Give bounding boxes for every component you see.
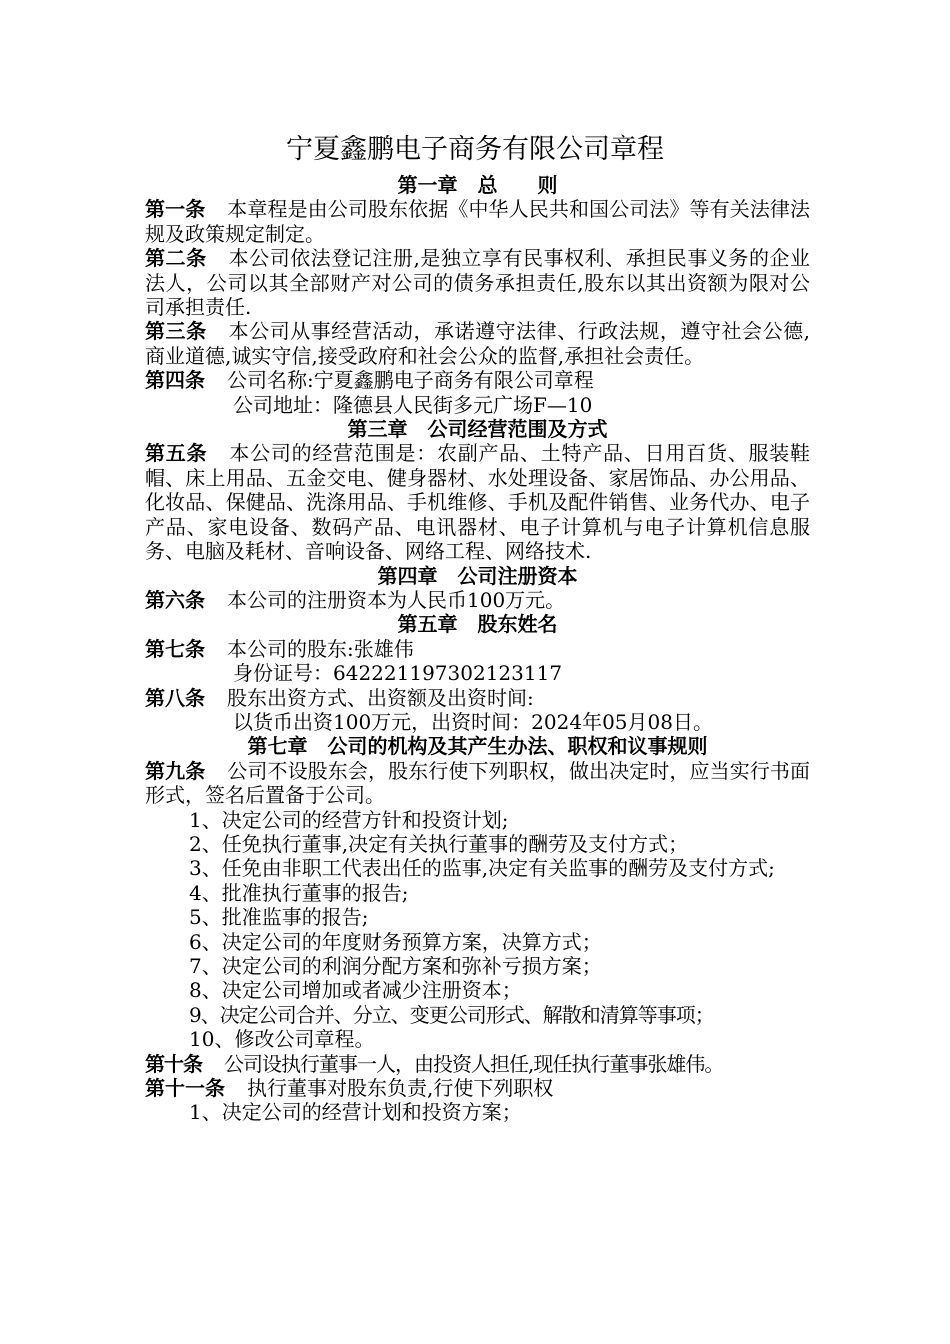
article-text: 本公司的股东:张雄伟 bbox=[227, 636, 414, 661]
capital-contribution: 以货币出资100万元，出资时间：2024年05月08日。 bbox=[233, 709, 713, 734]
article-label: 第四条 bbox=[145, 368, 205, 393]
article-text: 公司名称:宁夏鑫鹏电子商务有限公司章程 bbox=[227, 368, 594, 393]
chapter-heading: 第一章 总 则 bbox=[397, 173, 558, 197]
article-5 bbox=[145, 441, 810, 563]
article-text: 股东出资方式、出资额及出资时间: bbox=[227, 685, 534, 710]
list-item: 6、决定公司的年度财务预算方案，决算方式； bbox=[189, 929, 602, 954]
article-text: 本公司的经营范围是：农副产品、土特产品、日用百货、服装鞋帽、床上用品、五金交电、健身器材、水处理设备、家居饰品、办公用品、化妆品、保健品、洗涤用品、手机维修、手机及配件销售、业务代办、电子产品、家电设备、数码产品、电讯器材、电子计算机与电子计算机信息服务、电脑及耗材、音响设备、网络工程、网络技术. bbox=[145, 441, 811, 564]
article-text: 本公司的注册资本为人民币100万元。 bbox=[227, 587, 566, 612]
chapter-heading: 第五章 股东姓名 bbox=[397, 612, 558, 637]
list-item: 1、决定公司的经营方针和投资计划; bbox=[189, 807, 509, 832]
article-10 bbox=[145, 1052, 810, 1076]
article-1 bbox=[145, 197, 810, 246]
article-label: 第十条 bbox=[145, 1051, 202, 1076]
article-text: 本公司依法登记注册,是独立享有民事权利、承担民事义务的企业法人，公司以其全部财产对公司的债务承担责任,股东以其出资额为限对公司承担责任. bbox=[145, 246, 811, 320]
article-2 bbox=[145, 246, 810, 319]
article-6 bbox=[145, 588, 810, 612]
article-9 bbox=[145, 759, 810, 808]
list-item: 10、修改公司章程。 bbox=[189, 1027, 375, 1052]
chapter-heading: 第四章 公司注册资本 bbox=[377, 563, 578, 588]
company-address: 公司地址：隆德县人民街多元广场F—10 bbox=[233, 392, 593, 417]
article-label: 第七条 bbox=[145, 636, 205, 661]
list-item: 9、决定公司合并、分立、变更公司形式、解散和清算等事项； bbox=[189, 1002, 714, 1027]
article-label: 第五条 bbox=[145, 441, 208, 466]
article-7 bbox=[145, 637, 810, 661]
article-label: 第二条 bbox=[145, 246, 207, 271]
document-title: 宁夏鑫鹏电子商务有限公司章程 bbox=[286, 134, 664, 165]
article-11 bbox=[145, 1076, 810, 1100]
list-item: 4、批准执行董事的报告; bbox=[189, 880, 409, 905]
chapter-heading: 第七章 公司的机构及其产生办法、职权和议事规则 bbox=[247, 734, 708, 759]
article-8 bbox=[145, 686, 810, 710]
chapter-heading: 第三章 公司经营范围及方式 bbox=[347, 417, 608, 442]
article-text: 本章程是由公司股东依据《中华人民共和国公司法》等有关法律法规及政策规定制定。 bbox=[145, 197, 811, 246]
document-body bbox=[145, 173, 810, 1125]
id-number: 身份证号：642221197302123117 bbox=[233, 661, 563, 686]
article-4 bbox=[145, 368, 810, 392]
article-label: 第三条 bbox=[145, 319, 207, 344]
article-3 bbox=[145, 319, 810, 368]
list-item: 1、决定公司的经营计划和投资方案； bbox=[189, 1100, 522, 1125]
article-label: 第九条 bbox=[145, 758, 206, 783]
list-item: 7、决定公司的利润分配方案和弥补亏损方案； bbox=[189, 954, 602, 978]
article-label: 第六条 bbox=[145, 587, 205, 612]
article-text: 公司不设股东会，股东行使下列职权，做出决定时，应当实行书面形式，签名后置备于公司。 bbox=[145, 758, 811, 808]
article-text: 公司设执行董事一人，由投资人担任,现任执行董事张雄伟。 bbox=[224, 1051, 724, 1076]
article-text: 本公司从事经营活动，承诺遵守法律、行政法规，遵守社会公德,商业道德,诚实守信,接受政府和社会公众的监督,承担社会责任。 bbox=[145, 319, 811, 368]
article-text: 执行董事对股东负责,行使下列职权 bbox=[247, 1076, 554, 1101]
article-label: 第八条 bbox=[145, 685, 205, 710]
list-item: 3、任免由非职工代表出任的监事,决定有关监事的酬劳及支付方式; bbox=[189, 856, 775, 881]
list-item: 5、批准监事的报告; bbox=[189, 905, 369, 930]
list-item: 2、任免执行董事,决定有关执行董事的酬劳及支付方式； bbox=[189, 831, 689, 856]
article-label: 第一条 bbox=[145, 197, 206, 222]
list-item: 8、决定公司增加或者减少注册资本； bbox=[189, 978, 522, 1003]
article-label: 第十一条 bbox=[145, 1076, 225, 1101]
